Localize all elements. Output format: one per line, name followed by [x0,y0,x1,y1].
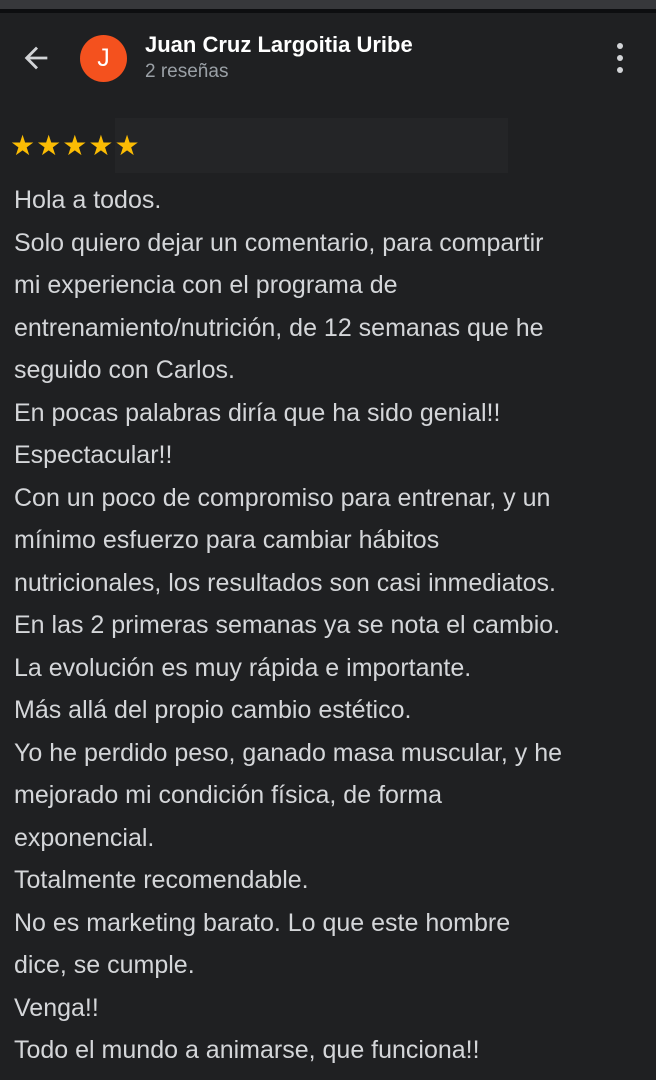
reviewer-info [145,31,413,85]
review-text-line: entrenamiento/nutrición, de 12 semanas que he [14,313,544,342]
review-text-line: Venga!! [14,993,99,1022]
reviewer-name: Juan Cruz Largoitia Uribe [145,32,413,57]
review-text-line: nutricionales, los resultados son casi inmediatos. [14,568,556,597]
review-text-line: Totalmente recomendable. [14,866,309,894]
review-text-line: Hola a todos. [14,186,162,214]
review-text-line: En las 2 primeras semanas ya se nota el cambio. [14,611,561,639]
back-button[interactable] [12,34,60,82]
rating-row [0,118,656,173]
avatar[interactable] [80,35,127,82]
review-text-line: En pocas palabras diría que ha sido genial!! [14,398,501,427]
review-text-line: mi experiencia con el programa de [14,271,398,299]
star-rating [0,129,141,161]
reviewer-review-count: 2 reseñas [145,61,229,82]
star-filled-icon: ★ [88,129,115,161]
review-text-line: exponencial. [14,823,155,852]
review-text-line: Yo he perdido peso, ganado masa muscular, y he [14,738,563,767]
review-text-line: mejorado mi condición física, de forma [14,781,442,809]
arrow-left-icon [19,41,53,75]
review-header [0,13,656,103]
star-filled-icon: ★ [10,129,37,161]
review-text-line: Solo quiero dejar un comentario, para compartir [14,228,544,257]
review-text-line: Con un poco de compromiso para entrenar, y un [14,483,551,512]
review-text-line: Espectacular!! [14,441,173,469]
review-text-line: Todo el mundo a animarse, que funciona!! [14,1036,480,1064]
review-text-line: La evolución es muy rápida e importante. [14,653,472,682]
review-text-line: dice, se cumple. [14,951,195,979]
overflow-menu-button[interactable] [596,34,644,82]
rating-row-highlight [115,118,508,173]
star-filled-icon: ★ [62,129,89,161]
star-filled-icon: ★ [36,129,63,161]
review-text-line: No es marketing barato. Lo que este hombre [14,908,511,937]
star-filled-icon: ★ [114,129,141,161]
avatar-letter: J [97,43,110,72]
status-bar-strip [0,0,656,9]
review-text [0,179,656,1072]
review-text-line: Más allá del propio cambio estético. [14,696,412,724]
review-text-line: seguido con Carlos. [14,356,235,384]
review-text-line: mínimo esfuerzo para cambiar hábitos [14,526,440,554]
